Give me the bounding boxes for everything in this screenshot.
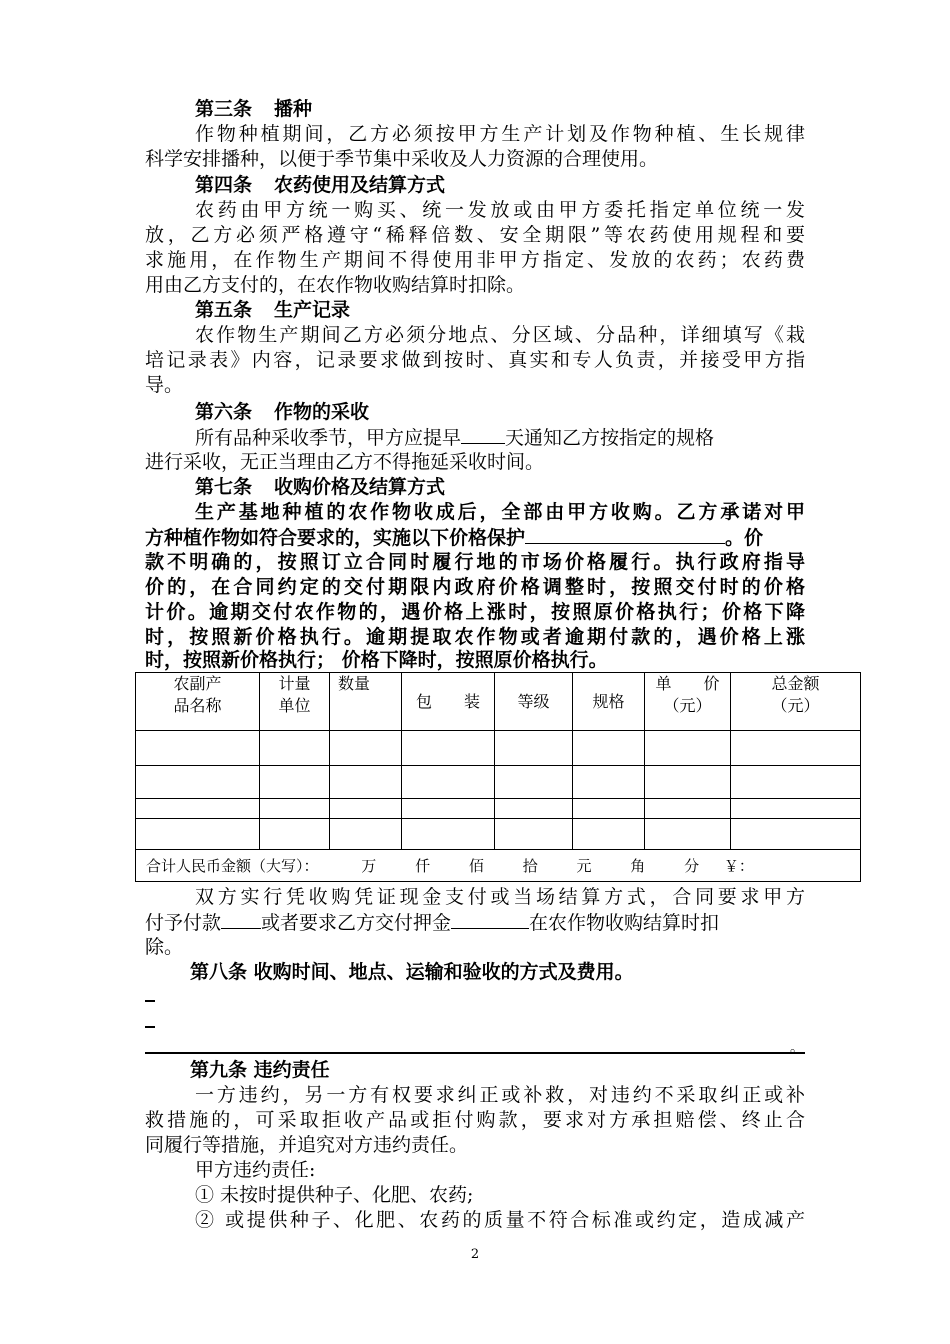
article-7-line-2 — [145, 525, 805, 550]
table-cell[interactable] — [495, 731, 573, 766]
price-protection-blank[interactable] — [525, 525, 725, 544]
article-5-line-2: 培记录表》内容，记录要求做到按时、真实和专人负责，并接受甲方指 — [145, 349, 805, 371]
table-cell[interactable] — [573, 799, 645, 819]
article-8-fill-line-2[interactable] — [145, 1026, 155, 1028]
article-6-text-a: 所有品种采收季节，甲方应提早 — [195, 427, 462, 449]
table-cell[interactable] — [330, 799, 402, 819]
table-cell[interactable] — [260, 731, 330, 766]
article-6-text-b: 天通知乙方按指定的规格 — [505, 427, 715, 449]
header-unit-price: 单 价 （元） — [645, 673, 731, 731]
table-cell[interactable] — [645, 766, 731, 799]
article-3-line-1: 作物种植期间，乙方必须按甲方生产计划及作物种植、生长规律 — [195, 123, 805, 145]
unit-fen: 分 — [684, 856, 700, 875]
article-5-line-1: 农作物生产期间乙方必须分地点、分区域、分品种，详细填写《栽 — [195, 324, 805, 346]
unit-shi: 拾 — [522, 856, 538, 875]
article-7-line-1: 生产基地种植的农作物收成后，全部由甲方收购。乙方承诺对甲 — [195, 501, 805, 523]
table-row[interactable] — [136, 731, 861, 766]
table-cell[interactable] — [645, 731, 731, 766]
header-spec: 规格 — [573, 673, 645, 731]
table-cell[interactable] — [573, 731, 645, 766]
settlement-line-1: 双方实行凭收购凭证现金支付或当场结算方式，合同要求甲方 — [195, 886, 805, 908]
article-7-text-a: 方种植作物如符合要求的，实施以下价格保护 — [145, 527, 526, 549]
total-amount-row — [136, 850, 861, 882]
header-total: 总金额 （元） — [731, 673, 861, 731]
settlement-text-b: 或者要求乙方交付押金 — [261, 912, 452, 934]
article-8-heading: 第八条 收购时间、地点、运输和验收的方式及费用。 — [190, 961, 634, 983]
table-cell[interactable] — [136, 766, 260, 799]
article-7-line-4: 价的，在合同约定的交付期限内政府价格调整时，按照交付时的价格 — [145, 576, 805, 598]
settlement-text-c: 在农作物收购结算时扣 — [529, 912, 720, 934]
table-cell[interactable] — [573, 819, 645, 850]
article-8-fill-line-3[interactable] — [145, 1052, 805, 1054]
article-6-title: 第六条 — [195, 401, 253, 423]
table-cell[interactable] — [330, 766, 402, 799]
article-3-subtitle: 播种 — [274, 98, 313, 120]
liability-item-1: ① 未按时提供种子、化肥、农药; — [195, 1184, 474, 1206]
article-5-subtitle: 生产记录 — [274, 299, 351, 321]
header-quantity: 数量 — [330, 673, 402, 731]
table-cell[interactable] — [136, 731, 260, 766]
deposit-blank[interactable] — [451, 910, 529, 929]
article-7-line-5: 计价。逾期交付农作物的，遇价格上涨时，按照原价格执行；价格下降 — [145, 601, 805, 623]
table-cell[interactable] — [402, 731, 495, 766]
header-grade: 等级 — [495, 673, 573, 731]
table-cell[interactable] — [330, 731, 402, 766]
article-6-subtitle: 作物的采收 — [274, 401, 370, 423]
article-3-line-2: 科学安排播种，以便于季节集中采收及人力资源的合理使用。 — [145, 148, 659, 170]
article-7-subtitle: 收购价格及结算方式 — [274, 476, 446, 498]
settlement-text-a: 付予付款 — [145, 912, 222, 934]
article-6-line-1 — [195, 425, 805, 450]
price-table — [135, 672, 861, 882]
table-cell[interactable] — [402, 766, 495, 799]
table-cell[interactable] — [495, 819, 573, 850]
article-6-heading — [195, 400, 855, 424]
liability-item-2: ② 或提供种子、化肥、农药的质量不符合标准或约定，造成减产 — [195, 1209, 805, 1231]
article-4-subtitle: 农药使用及结算方式 — [274, 174, 446, 196]
article-8-fill-line-1[interactable] — [145, 1000, 155, 1002]
total-amount-cell[interactable] — [136, 850, 861, 882]
settlement-line-3: 除。 — [145, 936, 184, 958]
table-cell[interactable] — [260, 799, 330, 819]
table-cell[interactable] — [260, 819, 330, 850]
table-row[interactable] — [136, 799, 861, 819]
table-cell[interactable] — [402, 799, 495, 819]
article-9-line-2: 救措施的，可采取拒收产品或拒付购款，要求对方承担赔偿、终止合 — [145, 1109, 805, 1131]
table-cell[interactable] — [260, 766, 330, 799]
table-cell[interactable] — [495, 766, 573, 799]
table-cell[interactable] — [330, 819, 402, 850]
article-4-heading — [195, 173, 855, 197]
table-row[interactable] — [136, 819, 861, 850]
table-cell[interactable] — [136, 799, 260, 819]
table-cell[interactable] — [402, 819, 495, 850]
yen-sign: ￥： — [723, 856, 754, 875]
article-9-line-1: 一方违约，另一方有权要求纠正或补救，对违约不采取纠正或补 — [195, 1084, 805, 1106]
article-3-title: 第三条 — [195, 98, 253, 120]
table-cell[interactable] — [645, 799, 731, 819]
table-cell[interactable] — [645, 819, 731, 850]
article-4-line-4: 用由乙方支付的，在农作物收购结算时扣除。 — [145, 274, 526, 296]
unit-bai: 佰 — [468, 856, 484, 875]
table-row[interactable] — [136, 766, 861, 799]
payment-blank[interactable] — [221, 910, 261, 929]
article-4-title: 第四条 — [195, 174, 253, 196]
table-cell[interactable] — [136, 819, 260, 850]
article-6-line-2: 进行采收，无正当理由乙方不得拖延采收时间。 — [145, 451, 545, 473]
article-9-heading: 第九条 违约责任 — [190, 1059, 330, 1081]
unit-yuan: 元 — [576, 856, 592, 875]
advance-days-blank[interactable] — [461, 425, 505, 444]
table-cell[interactable] — [731, 819, 861, 850]
article-4-line-2: 放，乙方必须严格遵守“稀释倍数、安全期限”等农药使用规程和要 — [145, 224, 805, 246]
article-7-line-7: 时，按照新价格执行； 价格下降时，按照原价格执行。 — [145, 649, 608, 671]
article-8-end-mark: 。 — [790, 1040, 804, 1056]
header-unit: 计量 单位 — [260, 673, 330, 731]
article-4-line-1: 农药由甲方统一购买、统一发放或由甲方委托指定单位统一发 — [195, 199, 805, 221]
article-5-line-3: 导。 — [145, 374, 184, 396]
table-cell[interactable] — [731, 799, 861, 819]
article-4-line-3: 求施用，在作物生产期间不得使用非甲方指定、发放的农药；农药费 — [145, 249, 805, 271]
article-7-line-6: 时，按照新价格执行。逾期提取农作物或者逾期付款的，遇价格上涨 — [145, 626, 805, 648]
unit-jiao: 角 — [630, 856, 646, 875]
table-header-row — [136, 673, 861, 731]
article-5-heading — [195, 298, 855, 322]
page-number: 2 — [470, 1247, 480, 1262]
article-7-text-b: 。价 — [725, 527, 764, 549]
table-cell[interactable] — [731, 731, 861, 766]
unit-qian: 仟 — [415, 856, 431, 875]
table-cell[interactable] — [731, 766, 861, 799]
unit-wan: 万 — [361, 856, 377, 875]
article-7-heading — [195, 475, 855, 499]
article-9-line-3: 同履行等措施，并追究对方违约责任。 — [145, 1134, 469, 1156]
settlement-line-2 — [145, 910, 805, 935]
article-7-title: 第七条 — [195, 476, 253, 498]
table-cell[interactable] — [573, 766, 645, 799]
table-cell[interactable] — [495, 799, 573, 819]
total-label: 合计人民币金额（大写）： — [146, 856, 319, 875]
article-5-title: 第五条 — [195, 299, 253, 321]
article-3-heading — [195, 97, 855, 121]
header-packaging: 包 装 — [402, 673, 495, 731]
header-product: 农副产 品名称 — [136, 673, 260, 731]
article-7-line-3: 款不明确的，按照订立合同时履行地的市场价格履行。执行政府指导 — [145, 551, 805, 573]
party-a-liability: 甲方违约责任: — [195, 1159, 316, 1181]
